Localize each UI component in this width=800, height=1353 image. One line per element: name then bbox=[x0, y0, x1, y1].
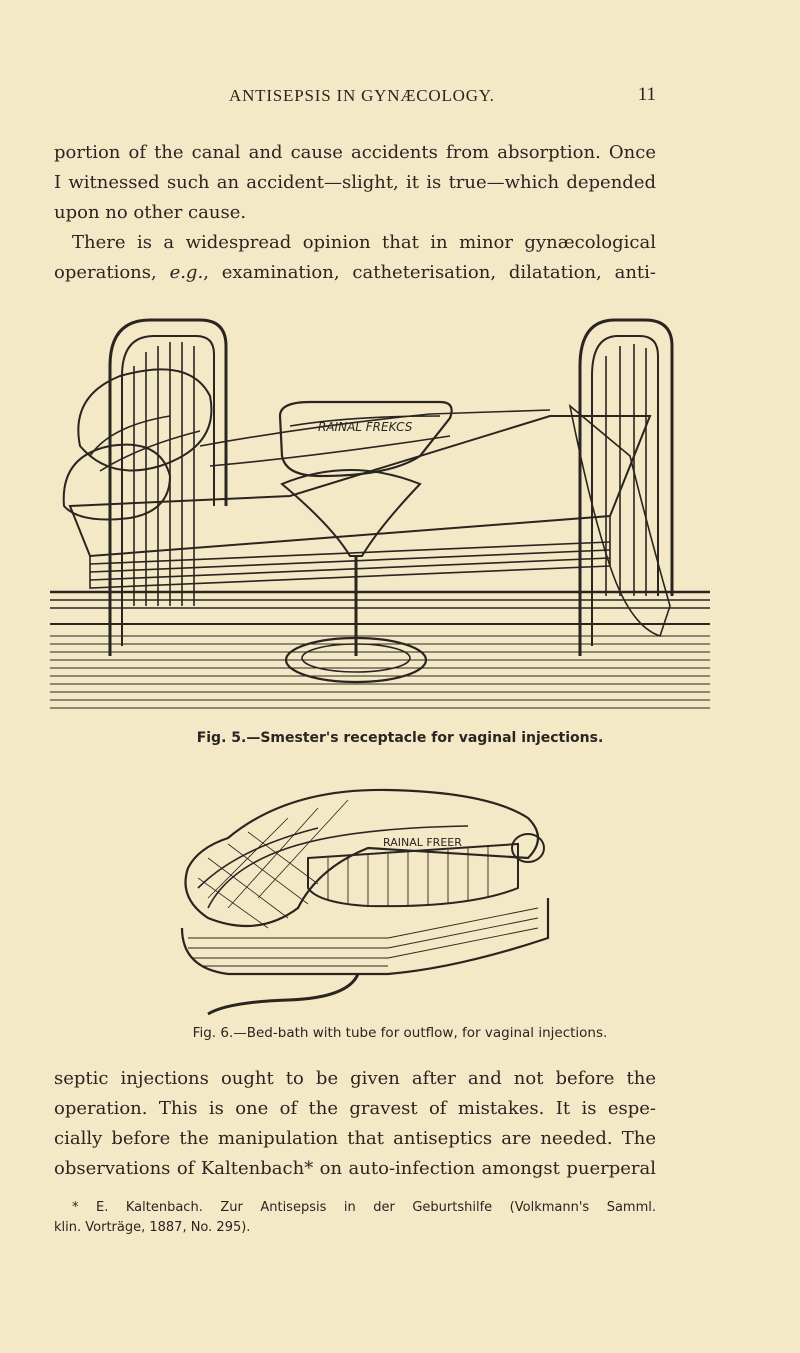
footnote-line: * E. Kaltenbach. Zur Antisepsis in der Geburtshilfe (Volkmann's Samml. bbox=[72, 1200, 656, 1215]
page-header bbox=[54, 86, 656, 112]
figure-6-illustration bbox=[168, 778, 568, 1018]
bed-bath-engraving bbox=[168, 778, 568, 1018]
text-line: upon no other cause. bbox=[54, 202, 247, 223]
footnote bbox=[54, 1198, 656, 1238]
text-line: operation. This is one of the gravest of mistakes. It is espe- bbox=[54, 1098, 656, 1119]
text-line: observations of Kaltenbach* on auto-infection amongst puerperal bbox=[54, 1158, 656, 1179]
running-title: ANTISEPSIS IN GYNÆCOLOGY. bbox=[229, 86, 495, 105]
paragraph-1 bbox=[54, 138, 656, 288]
text-line: I witnessed such an accident—slight, it is true—which depended bbox=[54, 172, 656, 193]
text-line: septic injections ought to be given after and not before the bbox=[54, 1068, 656, 1089]
text-segment: operations, bbox=[54, 262, 170, 283]
text-line: cially before the manipulation that antiseptics are needed. The bbox=[54, 1128, 656, 1149]
bed-engraving bbox=[50, 306, 710, 714]
drawing-label: RAINAL FREER bbox=[383, 836, 462, 849]
text-line bbox=[54, 258, 656, 288]
figure-6-caption: Fig. 6.—Bed-bath with tube for outflow, for vaginal injections. bbox=[192, 1025, 608, 1041]
figure-5-illustration bbox=[50, 306, 710, 714]
text-segment: , examination, catheterisation, dilatation, anti- bbox=[203, 262, 656, 283]
text-line: portion of the canal and cause accidents from absorption. Once bbox=[54, 142, 656, 163]
text-line: There is a widespread opinion that in minor gynæcological bbox=[72, 232, 656, 253]
drawing-label: RAINAL FREKCS bbox=[318, 420, 413, 434]
figure-5-caption: Fig. 5.—Smester's receptacle for vaginal injections. bbox=[196, 730, 604, 746]
paragraph-2 bbox=[54, 1064, 656, 1184]
italic-abbreviation: e.g. bbox=[169, 262, 204, 283]
page-number: 11 bbox=[637, 84, 656, 105]
footnote-line: klin. Vorträge, 1887, No. 295). bbox=[54, 1220, 251, 1235]
